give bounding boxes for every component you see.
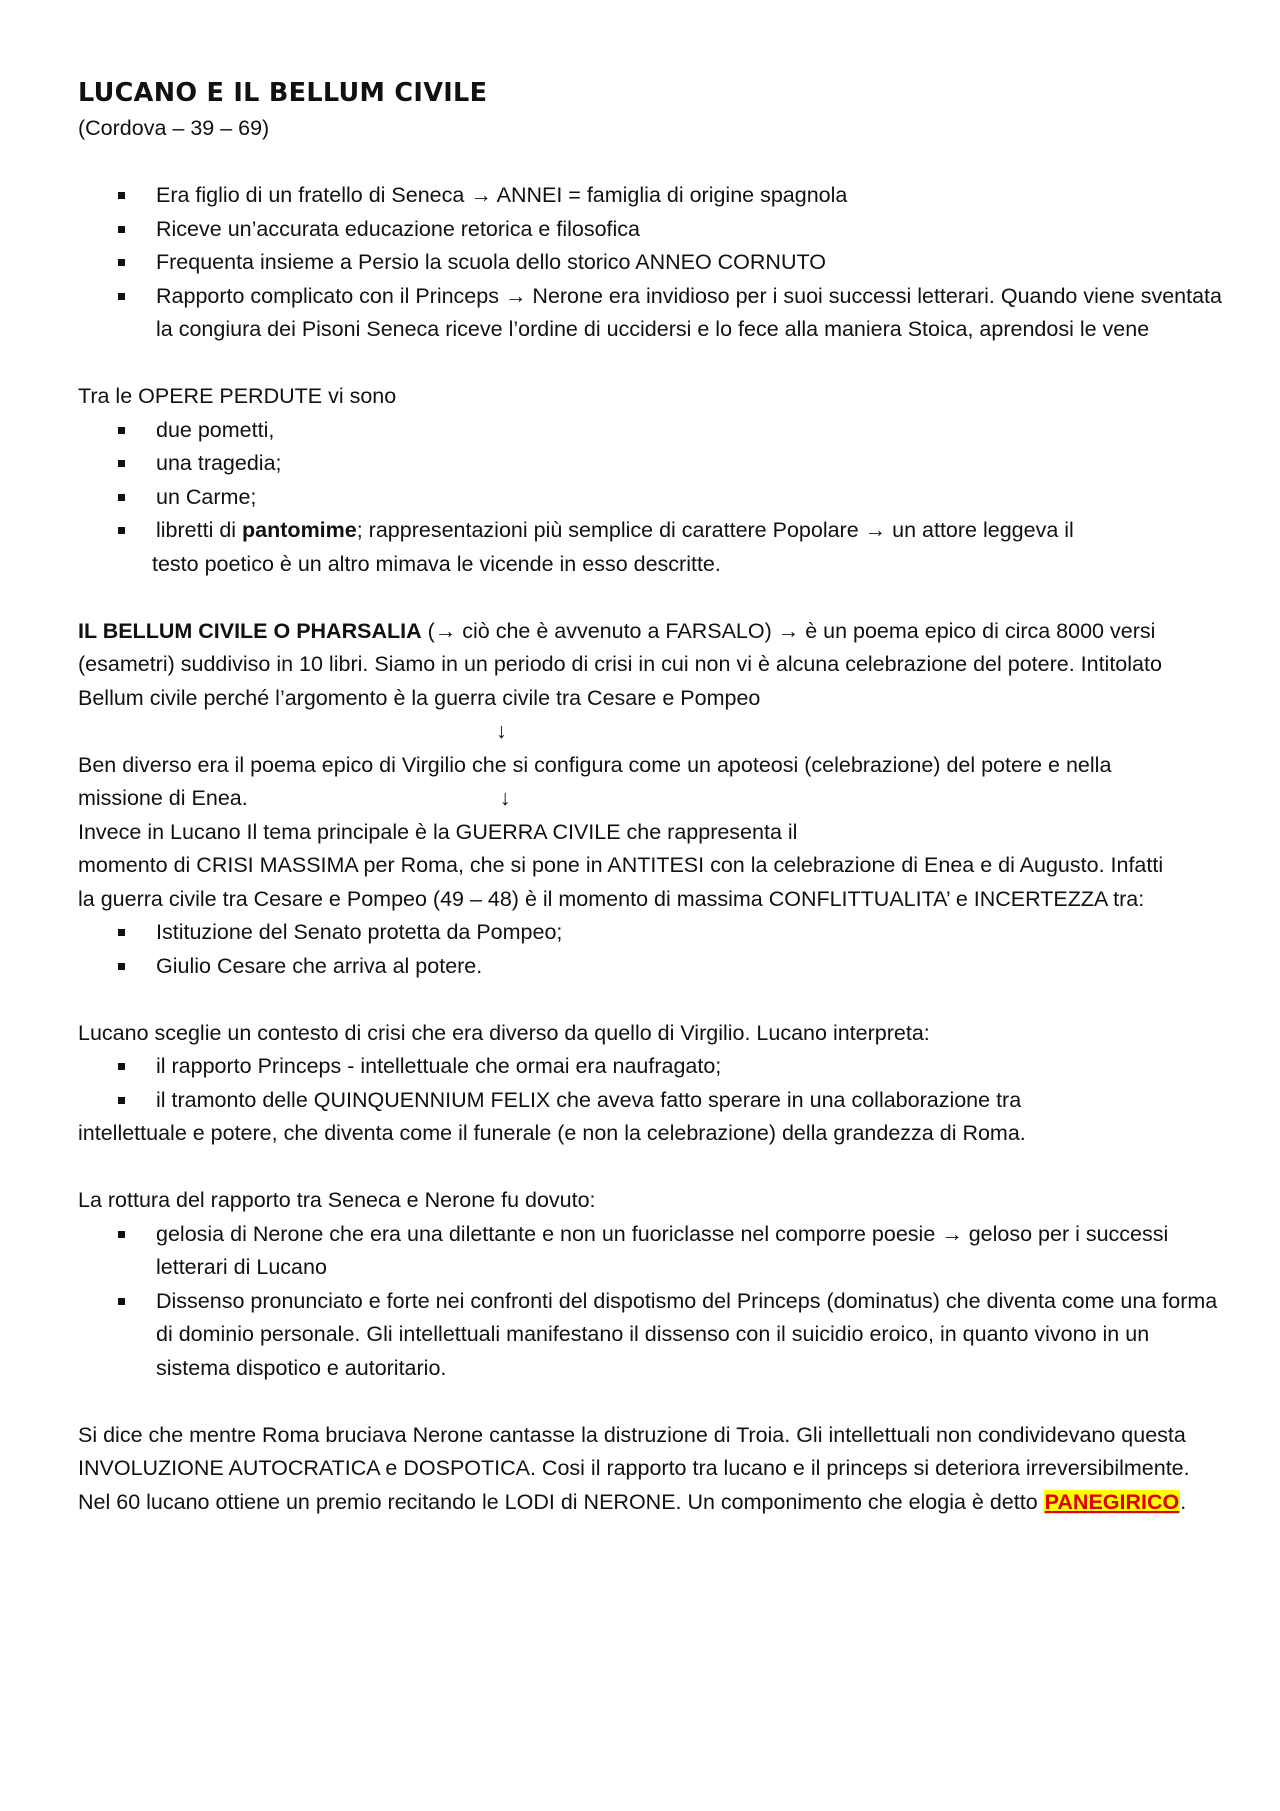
closing-text: Nel 60 lucano ottiene un premio recitando le LODI di NERONE. Un componimento che elogia è detto (78, 1489, 1044, 1514)
list-item: gelosia di Nerone che era una dilettante e non un fuoriclasse nel comporre poesie → geloso per i successi letterari di Lucano (78, 1218, 1223, 1285)
list-item: Riceve un’accurata educazione retorica e filosofica (78, 213, 1223, 247)
highlighted-term: PANEGIRICO (1044, 1489, 1180, 1514)
list-item: Giulio Cesare che arriva al potere. (78, 950, 1223, 984)
list-item: Era figlio di un fratello di Seneca → ANNEI = famiglia di origine spagnola (78, 179, 1223, 213)
list-item: Dissenso pronunciato e forte nei confronti del dispotismo del Princeps (dominatus) che diventa come una forma di dominio personale. Gli intellettuali manifestano il dissenso con il suicidio eroico, in quanto vivono in un sistema dispotico e autoritario. (78, 1285, 1223, 1386)
list-item: Istituzione del Senato protetta da Pompeo; (78, 916, 1223, 950)
list-item: il rapporto Princeps - intellettuale che ormai era naufragato; (78, 1050, 1223, 1084)
closing-line (78, 1486, 1223, 1520)
document-subtitle: (Cordova – 39 – 69) (78, 116, 270, 140)
list-item: Rapporto complicato con il Princeps → Nerone era invidioso per i suoi successi letterari. Quando viene sventata la congiura dei Pisoni Seneca riceve l’ordine di uccidersi e lo fece alla maniera Stoica, aprendosi le vene (78, 280, 1223, 347)
list-item: il tramonto delle QUINQUENNIUM FELIX che aveva fatto sperare in una collaborazione tra (78, 1084, 1223, 1118)
rupture-intro: La rottura del rapporto tra Seneca e Nerone fu dovuto: (78, 1188, 596, 1212)
conflict-list (78, 916, 1223, 983)
document-body (78, 74, 1223, 1519)
virgilio-line-end (78, 782, 1223, 816)
bellum-text: (→ ciò che è avvenuto a FARSALO) → è un poema epico di circa 8000 versi (esametri) suddiviso in 10 libri. Siamo in un periodo di crisi in cui non vi è alcuna celebrazione del potere. Intitolato Bellum civile perché l’argomento è la guerra civile tra Cesare e Pompeo (78, 618, 1162, 710)
down-arrow-icon: ↓ (496, 719, 507, 743)
closing-period: . (1180, 1489, 1187, 1514)
closing-line: INVOLUZIONE AUTOCRATICA e DOSPOTICA. Cosi il rapporto tra lucano e il princeps si deteriora irreversibilmente. (78, 1456, 1190, 1480)
list-item: due pometti, (78, 414, 1223, 448)
virgilio-line: Ben diverso era il poema epico di Virgilio che si configura come un apoteosi (celebrazione) del potere e nella (78, 752, 1112, 777)
lucano-line: Invece in Lucano Il tema principale è la GUERRA CIVILE che rappresenta il (78, 819, 798, 844)
bio-list (78, 179, 1223, 347)
document-title: LUCANO E IL BELLUM CIVILE (78, 78, 488, 108)
crisis-list (78, 1050, 1223, 1117)
lost-works-intro: Tra le OPERE PERDUTE vi sono (78, 384, 397, 408)
closing-line: Si dice che mentre Roma bruciava Nerone cantasse la distruzione di Troia. Gli intellettuali non condividevano questa (78, 1422, 1186, 1447)
item-suffix: ; rappresentazioni più semplice di carattere Popolare → un attore leggeva il (356, 518, 1074, 542)
crisis-intro: Lucano sceglie un contesto di crisi che era diverso da quello di Virgilio. Lucano interpreta: (78, 1020, 930, 1045)
list-continuation: testo poetico è un altro mimava le vicende in esso descritte. (152, 551, 721, 576)
rupture-list (78, 1218, 1223, 1386)
list-item: Frequenta insieme a Persio la scuola dello storico ANNEO CORNUTO (78, 246, 1223, 280)
lost-works-list (78, 414, 1223, 548)
virgilio-end-text: missione di Enea. (78, 786, 248, 810)
bellum-paragraph (78, 615, 1223, 716)
lucano-line: la guerra civile tra Cesare e Pompeo (49 – 48) è il momento di massima CONFLITTUALITA’ e INCERTEZZA tra: (78, 886, 1145, 911)
crisis-continuation: intellettuale e potere, che diventa come il funerale (e non la celebrazione) della grandezza di Roma. (78, 1121, 1026, 1145)
list-item: un Carme; (78, 481, 1223, 515)
bold-term: pantomime (242, 518, 357, 542)
item-prefix: libretti di (156, 518, 243, 542)
lucano-line: momento di CRISI MASSIMA per Roma, che si pone in ANTITESI con la celebrazione di Enea e di Augusto. Infatti (78, 853, 1164, 877)
bellum-heading: IL BELLUM CIVILE O PHARSALIA (78, 618, 422, 643)
list-item: una tragedia; (78, 447, 1223, 481)
list-item (78, 514, 1223, 548)
down-arrow-icon: ↓ (499, 786, 511, 810)
